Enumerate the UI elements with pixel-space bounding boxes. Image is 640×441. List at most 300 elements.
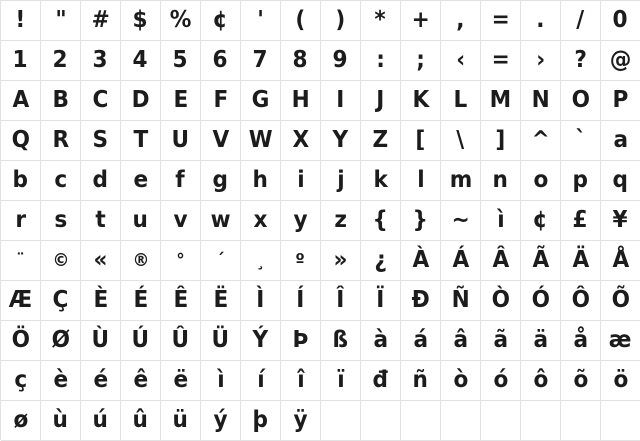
glyph-cell[interactable] <box>121 201 161 241</box>
glyph-cell[interactable] <box>241 161 281 201</box>
glyph-character: ¨ <box>16 249 25 271</box>
glyph-cell[interactable] <box>601 161 640 201</box>
glyph-character: H <box>291 87 310 113</box>
glyph-cell[interactable] <box>121 41 161 81</box>
glyph-character: Ô <box>571 287 590 313</box>
glyph-cell[interactable] <box>321 161 361 201</box>
glyph-cell[interactable] <box>521 361 561 401</box>
glyph-cell[interactable] <box>121 1 161 41</box>
glyph-cell[interactable] <box>361 41 401 81</box>
glyph-character: © <box>52 249 69 271</box>
glyph-cell[interactable] <box>241 401 281 441</box>
glyph-cell[interactable] <box>561 81 601 121</box>
glyph-cell[interactable] <box>161 1 201 41</box>
glyph-cell[interactable] <box>601 121 640 161</box>
glyph-cell[interactable] <box>481 41 521 81</box>
glyph-cell[interactable] <box>1 1 41 41</box>
glyph-character: I <box>336 87 345 113</box>
glyph-character: Q <box>11 127 30 153</box>
glyph-cell[interactable] <box>321 281 361 321</box>
glyph-cell[interactable] <box>201 401 241 441</box>
glyph-cell[interactable] <box>361 281 401 321</box>
glyph-cell[interactable] <box>161 201 201 241</box>
glyph-character: d <box>92 167 109 193</box>
glyph-cell[interactable] <box>481 121 521 161</box>
glyph-character: é <box>93 367 108 393</box>
glyph-cell[interactable] <box>1 321 41 361</box>
glyph-cell[interactable] <box>401 1 441 41</box>
glyph-cell[interactable] <box>281 361 321 401</box>
glyph-cell[interactable] <box>561 1 601 41</box>
glyph-cell[interactable] <box>41 81 81 121</box>
glyph-cell[interactable] <box>441 121 481 161</box>
glyph-cell[interactable] <box>161 321 201 361</box>
glyph-cell[interactable] <box>601 41 640 81</box>
glyph-character: U <box>171 127 190 153</box>
glyph-cell[interactable] <box>361 161 401 201</box>
glyph-cell[interactable] <box>281 121 321 161</box>
glyph-character: › <box>536 47 545 73</box>
glyph-character: 8 <box>292 47 309 73</box>
glyph-cell[interactable] <box>161 361 201 401</box>
glyph-cell[interactable] <box>361 201 401 241</box>
glyph-character: [ <box>415 127 426 153</box>
glyph-character: ° <box>176 249 185 271</box>
glyph-cell[interactable] <box>81 201 121 241</box>
glyph-cell[interactable] <box>121 401 161 441</box>
glyph-character: % <box>169 7 192 33</box>
glyph-character: Ü <box>211 327 230 353</box>
glyph-cell[interactable] <box>281 161 321 201</box>
glyph-cell[interactable] <box>401 281 441 321</box>
glyph-character: â <box>453 327 468 353</box>
glyph-character: ? <box>574 47 587 73</box>
glyph-cell[interactable] <box>601 81 640 121</box>
glyph-character: £ <box>572 207 589 233</box>
glyph-character: Þ <box>292 327 309 353</box>
glyph-cell[interactable] <box>241 1 281 41</box>
glyph-character: S <box>92 127 109 153</box>
glyph-character: ¥ <box>612 207 629 233</box>
glyph-character: z <box>334 207 347 233</box>
glyph-character: ü <box>172 407 189 433</box>
glyph-cell[interactable] <box>41 321 81 361</box>
glyph-cell[interactable] <box>361 81 401 121</box>
glyph-character: ê <box>133 367 148 393</box>
glyph-cell[interactable] <box>401 241 441 281</box>
glyph-cell[interactable] <box>241 321 281 361</box>
glyph-character: 1 <box>12 47 29 73</box>
glyph-cell[interactable] <box>121 161 161 201</box>
glyph-character: Z <box>372 127 389 153</box>
glyph-character: ` <box>575 127 586 153</box>
glyph-cell[interactable] <box>481 1 521 41</box>
glyph-cell[interactable] <box>361 361 401 401</box>
glyph-character: T <box>133 127 148 153</box>
glyph-character: X <box>292 127 309 153</box>
glyph-character: À <box>412 247 429 273</box>
glyph-character: V <box>212 127 229 153</box>
glyph-character: Î <box>336 287 345 313</box>
glyph-character: g <box>212 167 229 193</box>
glyph-character: È <box>93 287 108 313</box>
glyph-cell[interactable] <box>401 121 441 161</box>
glyph-cell[interactable] <box>201 1 241 41</box>
glyph-cell[interactable] <box>281 321 321 361</box>
glyph-cell[interactable] <box>561 41 601 81</box>
glyph-cell[interactable] <box>561 401 601 441</box>
glyph-character: Í <box>296 287 305 313</box>
glyph-cell[interactable] <box>201 361 241 401</box>
glyph-character: m <box>449 167 472 193</box>
glyph-cell[interactable] <box>321 201 361 241</box>
glyph-cell[interactable] <box>441 161 481 201</box>
glyph-cell[interactable] <box>81 241 121 281</box>
glyph-character: Ù <box>91 327 110 353</box>
glyph-cell[interactable] <box>601 401 640 441</box>
glyph-cell[interactable] <box>41 201 81 241</box>
glyph-cell[interactable] <box>201 281 241 321</box>
glyph-character: Y <box>332 127 349 153</box>
glyph-cell[interactable] <box>481 201 521 241</box>
glyph-cell[interactable] <box>521 161 561 201</box>
glyph-character: ã <box>493 327 508 353</box>
glyph-cell[interactable] <box>121 241 161 281</box>
glyph-character: Ý <box>252 327 269 353</box>
glyph-cell[interactable] <box>281 201 321 241</box>
glyph-character: l <box>416 167 425 193</box>
glyph-character: , <box>456 7 465 33</box>
glyph-cell[interactable] <box>601 1 640 41</box>
glyph-cell[interactable] <box>401 321 441 361</box>
glyph-cell[interactable] <box>441 241 481 281</box>
glyph-character: ß <box>332 327 349 353</box>
glyph-cell[interactable] <box>601 281 640 321</box>
glyph-character: Ê <box>173 287 188 313</box>
glyph-character: h <box>252 167 269 193</box>
glyph-cell[interactable] <box>41 361 81 401</box>
glyph-cell[interactable] <box>81 401 121 441</box>
glyph-cell[interactable] <box>81 281 121 321</box>
glyph-cell[interactable] <box>601 241 640 281</box>
glyph-cell[interactable] <box>41 281 81 321</box>
glyph-cell[interactable] <box>481 401 521 441</box>
glyph-character: M <box>489 87 512 113</box>
glyph-cell[interactable] <box>81 321 121 361</box>
glyph-cell[interactable] <box>241 361 281 401</box>
glyph-character: o <box>533 167 548 193</box>
glyph-cell[interactable] <box>161 161 201 201</box>
glyph-character: Ç <box>52 287 69 313</box>
glyph-cell[interactable] <box>361 241 401 281</box>
glyph-character: Ë <box>213 287 228 313</box>
glyph-character: 5 <box>172 47 189 73</box>
glyph-character: « <box>93 247 108 273</box>
glyph-character: ù <box>52 407 69 433</box>
glyph-character: v <box>173 207 188 233</box>
glyph-cell[interactable] <box>281 1 321 41</box>
glyph-cell[interactable] <box>441 1 481 41</box>
glyph-character: ç <box>14 367 27 393</box>
glyph-cell[interactable] <box>161 401 201 441</box>
glyph-character: ë <box>173 367 188 393</box>
glyph-cell[interactable] <box>601 321 640 361</box>
glyph-cell[interactable] <box>521 121 561 161</box>
glyph-cell[interactable] <box>401 81 441 121</box>
glyph-cell[interactable] <box>241 121 281 161</box>
glyph-cell[interactable] <box>241 241 281 281</box>
glyph-character: { <box>372 207 389 233</box>
glyph-cell[interactable] <box>441 81 481 121</box>
glyph-character: \ <box>456 127 465 153</box>
glyph-cell[interactable] <box>1 201 41 241</box>
glyph-character: î <box>296 367 305 393</box>
glyph-cell[interactable] <box>361 321 401 361</box>
glyph-cell[interactable] <box>321 361 361 401</box>
glyph-cell[interactable] <box>561 281 601 321</box>
glyph-cell[interactable] <box>321 321 361 361</box>
glyph-character: ; <box>416 47 425 73</box>
glyph-cell[interactable] <box>241 201 281 241</box>
glyph-character: e <box>133 167 148 193</box>
glyph-character: á <box>413 327 428 353</box>
glyph-character: R <box>52 127 69 153</box>
glyph-character: Û <box>171 327 190 353</box>
glyph-character: 2 <box>52 47 69 73</box>
glyph-cell[interactable] <box>241 41 281 81</box>
glyph-character: đ <box>372 367 389 393</box>
glyph-cell[interactable] <box>521 281 561 321</box>
glyph-character: å <box>573 327 588 353</box>
glyph-cell[interactable] <box>201 41 241 81</box>
glyph-character: þ <box>252 407 269 433</box>
glyph-character: ö <box>613 367 628 393</box>
glyph-character: 3 <box>92 47 109 73</box>
glyph-character: ´ <box>216 249 225 271</box>
glyph-character: ä <box>533 327 548 353</box>
glyph-character: Ò <box>491 287 510 313</box>
glyph-character: u <box>132 207 149 233</box>
glyph-cell[interactable] <box>81 161 121 201</box>
glyph-cell[interactable] <box>81 1 121 41</box>
glyph-cell[interactable] <box>321 401 361 441</box>
glyph-cell[interactable] <box>361 1 401 41</box>
glyph-cell[interactable] <box>1 361 41 401</box>
glyph-character: ¢ <box>532 207 549 233</box>
glyph-cell[interactable] <box>241 81 281 121</box>
glyph-cell[interactable] <box>161 81 201 121</box>
glyph-cell[interactable] <box>321 41 361 81</box>
glyph-character: A <box>12 87 29 113</box>
glyph-character: Ä <box>572 247 589 273</box>
glyph-character: ï <box>336 367 345 393</box>
glyph-character: # <box>91 7 110 33</box>
glyph-character: í <box>256 367 265 393</box>
glyph-character: a <box>613 127 628 153</box>
glyph-character: P <box>612 87 629 113</box>
glyph-cell[interactable] <box>41 121 81 161</box>
glyph-cell[interactable] <box>561 121 601 161</box>
glyph-cell[interactable] <box>41 1 81 41</box>
glyph-cell[interactable] <box>1 121 41 161</box>
glyph-character: ø <box>13 407 28 433</box>
glyph-cell[interactable] <box>521 1 561 41</box>
glyph-character: ^ <box>531 127 550 153</box>
glyph-cell[interactable] <box>201 161 241 201</box>
glyph-cell[interactable] <box>1 401 41 441</box>
glyph-cell[interactable] <box>1 41 41 81</box>
glyph-cell[interactable] <box>521 401 561 441</box>
glyph-character: Ú <box>131 327 150 353</box>
glyph-cell[interactable] <box>81 121 121 161</box>
glyph-character: õ <box>573 367 588 393</box>
glyph-character: k <box>373 167 388 193</box>
glyph-cell[interactable] <box>281 81 321 121</box>
glyph-cell[interactable] <box>441 41 481 81</box>
glyph-cell[interactable] <box>81 81 121 121</box>
glyph-cell[interactable] <box>161 281 201 321</box>
glyph-cell[interactable] <box>561 241 601 281</box>
glyph-cell[interactable] <box>441 401 481 441</box>
glyph-cell[interactable] <box>281 281 321 321</box>
glyph-cell[interactable] <box>521 81 561 121</box>
glyph-cell[interactable] <box>201 241 241 281</box>
glyph-cell[interactable] <box>401 401 441 441</box>
glyph-cell[interactable] <box>521 321 561 361</box>
glyph-character: 9 <box>332 47 349 73</box>
glyph-character: r <box>15 207 26 233</box>
glyph-cell[interactable] <box>601 361 640 401</box>
glyph-cell[interactable] <box>281 401 321 441</box>
glyph-cell[interactable] <box>481 241 521 281</box>
glyph-cell[interactable] <box>161 41 201 81</box>
glyph-character: . <box>536 7 545 33</box>
glyph-cell[interactable] <box>41 401 81 441</box>
glyph-cell[interactable] <box>561 161 601 201</box>
glyph-character: b <box>12 167 29 193</box>
glyph-cell[interactable] <box>81 361 121 401</box>
glyph-cell[interactable] <box>1 281 41 321</box>
glyph-cell[interactable] <box>601 201 640 241</box>
glyph-cell[interactable] <box>561 361 601 401</box>
glyph-character: ÿ <box>293 407 308 433</box>
glyph-cell[interactable] <box>401 201 441 241</box>
glyph-character: C <box>92 87 109 113</box>
glyph-cell[interactable] <box>561 201 601 241</box>
glyph-cell[interactable] <box>41 241 81 281</box>
glyph-character: J <box>376 87 385 113</box>
glyph-cell[interactable] <box>201 121 241 161</box>
glyph-cell[interactable] <box>441 201 481 241</box>
glyph-cell[interactable] <box>281 241 321 281</box>
glyph-cell[interactable] <box>201 81 241 121</box>
glyph-cell[interactable] <box>41 161 81 201</box>
glyph-cell[interactable] <box>121 361 161 401</box>
glyph-character: ‹ <box>456 47 465 73</box>
glyph-character: " <box>54 7 67 33</box>
glyph-cell[interactable] <box>321 81 361 121</box>
glyph-character: w <box>210 207 231 233</box>
glyph-cell[interactable] <box>121 281 161 321</box>
glyph-cell[interactable] <box>441 281 481 321</box>
glyph-character: 7 <box>252 47 269 73</box>
glyph-cell[interactable] <box>1 161 41 201</box>
glyph-cell[interactable] <box>441 321 481 361</box>
glyph-character: x <box>253 207 268 233</box>
glyph-character: Ï <box>376 287 385 313</box>
glyph-cell[interactable] <box>81 41 121 81</box>
glyph-cell[interactable] <box>41 41 81 81</box>
glyph-cell[interactable] <box>401 361 441 401</box>
glyph-cell[interactable] <box>161 241 201 281</box>
glyph-cell[interactable] <box>481 161 521 201</box>
glyph-character: ñ <box>412 367 429 393</box>
glyph-character: y <box>293 207 308 233</box>
glyph-character: à <box>373 327 388 353</box>
glyph-cell[interactable] <box>361 401 401 441</box>
glyph-cell[interactable] <box>321 241 361 281</box>
glyph-cell[interactable] <box>201 201 241 241</box>
glyph-cell[interactable] <box>521 41 561 81</box>
glyph-cell[interactable] <box>561 321 601 361</box>
glyph-character: É <box>133 287 148 313</box>
glyph-cell[interactable] <box>121 121 161 161</box>
glyph-character: » <box>333 247 348 273</box>
glyph-character: ì <box>496 207 505 233</box>
glyph-cell[interactable] <box>281 41 321 81</box>
glyph-character: 6 <box>212 47 229 73</box>
glyph-character: q <box>612 167 629 193</box>
glyph-character: Ã <box>532 247 549 273</box>
glyph-cell[interactable] <box>121 321 161 361</box>
glyph-cell[interactable] <box>481 321 521 361</box>
glyph-character: è <box>53 367 68 393</box>
glyph-cell[interactable] <box>481 81 521 121</box>
glyph-character: û <box>132 407 149 433</box>
glyph-cell[interactable] <box>1 241 41 281</box>
glyph-character: Ð <box>411 287 430 313</box>
glyph-cell[interactable] <box>441 361 481 401</box>
glyph-cell[interactable] <box>521 241 561 281</box>
glyph-character: p <box>572 167 589 193</box>
glyph-character: f <box>175 167 186 193</box>
glyph-cell[interactable] <box>401 41 441 81</box>
glyph-cell[interactable] <box>321 121 361 161</box>
glyph-cell[interactable] <box>401 161 441 201</box>
glyph-cell[interactable] <box>201 321 241 361</box>
glyph-cell[interactable] <box>121 81 161 121</box>
glyph-cell[interactable] <box>521 201 561 241</box>
glyph-character: j <box>336 167 345 193</box>
glyph-cell[interactable] <box>161 121 201 161</box>
glyph-character: ý <box>213 407 228 433</box>
glyph-cell[interactable] <box>1 81 41 121</box>
glyph-character: ¸ <box>256 249 265 271</box>
glyph-cell[interactable] <box>481 361 521 401</box>
glyph-character: O <box>571 87 590 113</box>
glyph-cell[interactable] <box>481 281 521 321</box>
glyph-character: B <box>52 87 69 113</box>
glyph-character: 4 <box>132 47 149 73</box>
glyph-cell[interactable] <box>321 1 361 41</box>
glyph-cell[interactable] <box>361 121 401 161</box>
glyph-cell[interactable] <box>241 281 281 321</box>
glyph-character: c <box>54 167 67 193</box>
glyph-character: Á <box>452 247 469 273</box>
glyph-character: Õ <box>611 287 630 313</box>
glyph-character: Ö <box>11 327 30 353</box>
glyph-character: ' <box>257 7 264 33</box>
